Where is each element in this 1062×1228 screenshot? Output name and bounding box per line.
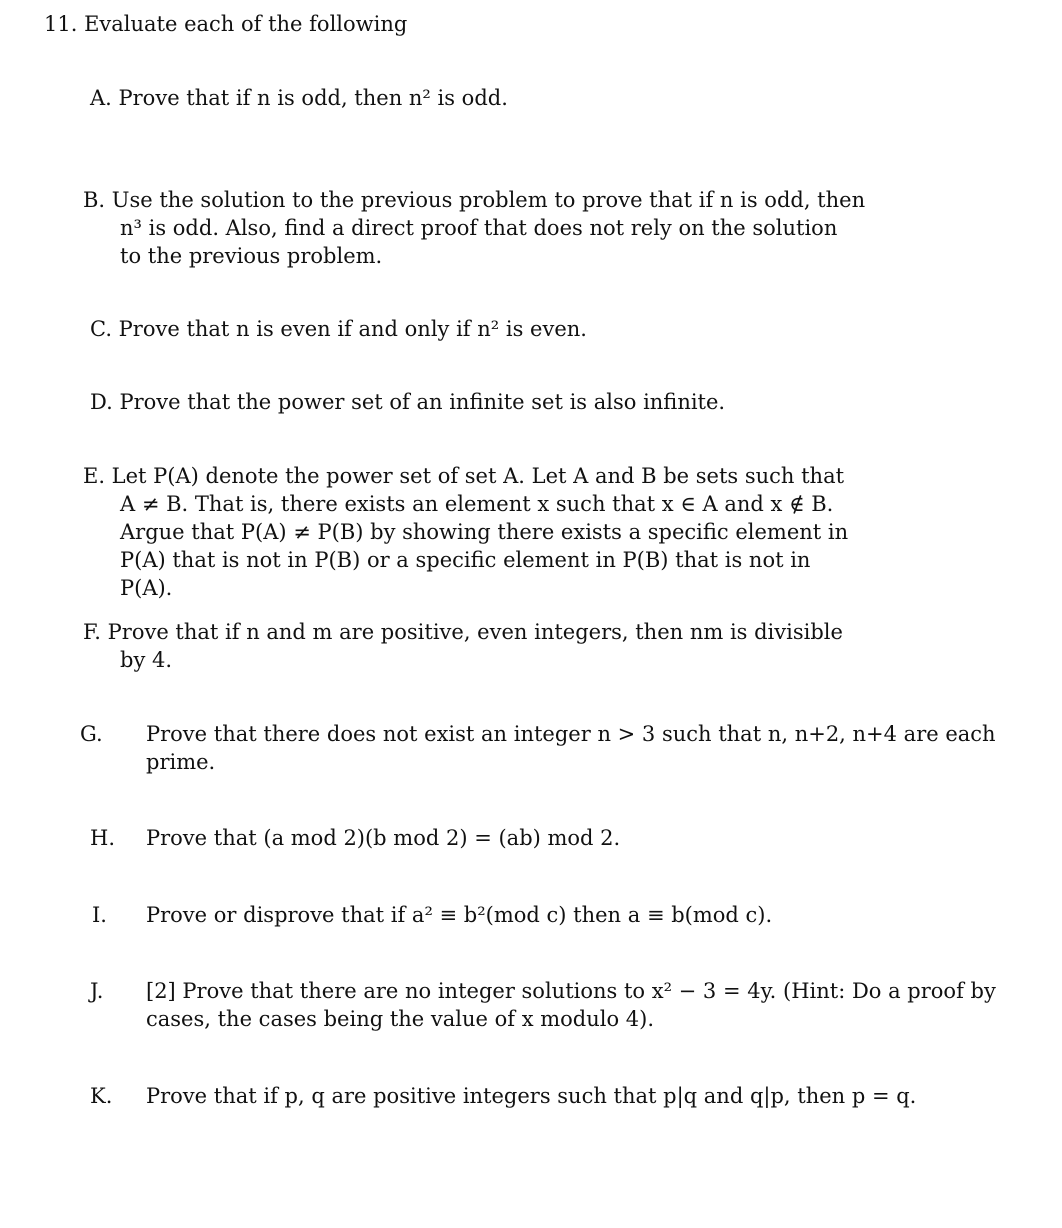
problem-e-line-5: P(A). xyxy=(120,576,173,600)
problem-g-line-2: prime. xyxy=(146,750,216,774)
problem-b xyxy=(83,186,865,270)
problem-c-line-1: C. Prove that n is even if and only if n² is even. xyxy=(90,317,587,341)
problem-h-line-1: Prove that (a mod 2)(b mod 2) = (ab) mod 2. xyxy=(146,826,621,850)
problem-b-line-2: n³ is odd. Also, find a direct proof that does not rely on the solution xyxy=(120,216,838,240)
problem-j-line-2: cases, the cases being the value of x modulo 4). xyxy=(146,1007,655,1031)
problem-h-label: H. xyxy=(90,826,115,850)
problem-b-line-3: to the previous problem. xyxy=(120,244,383,268)
problem-e-line-3: Argue that P(A) ≠ P(B) by showing there exists a specific element in xyxy=(120,520,849,544)
problem-f-line-1: F. Prove that if n and m are positive, even integers, then nm is divisible xyxy=(83,620,843,644)
problem-d xyxy=(90,388,725,416)
problem-f xyxy=(83,618,843,674)
problem-g-line-1: Prove that there does not exist an integer n > 3 such that n, n+2, n+4 are each xyxy=(146,722,996,746)
problem-k-text xyxy=(146,1082,916,1110)
problem-g-label: G. xyxy=(80,722,103,746)
problem-f-line-2: by 4. xyxy=(120,648,173,672)
problem-k-line-1: Prove that if p, q are positive integers such that p|q and q|p, then p = q. xyxy=(146,1084,917,1108)
problem-j-label: J. xyxy=(90,979,104,1003)
problem-e xyxy=(83,462,848,602)
assignment-heading: 11. Evaluate each of the following xyxy=(44,12,408,36)
problem-c xyxy=(90,315,587,343)
problem-i-text xyxy=(146,901,772,929)
problem-e-line-4: P(A) that is not in P(B) or a specific element in P(B) that is not in xyxy=(120,548,811,572)
problem-e-line-2: A ≠ B. That is, there exists an element x such that x ∈ A and x ∉ B. xyxy=(120,492,834,516)
problem-a-line-1: A. Prove that if n is odd, then n² is odd. xyxy=(90,86,508,110)
problem-g-text xyxy=(146,720,996,776)
problem-i-line-1: Prove or disprove that if a² ≡ b²(mod c) then a ≡ b(mod c). xyxy=(146,903,773,927)
problem-i-label: I. xyxy=(92,903,107,927)
problem-k-label: K. xyxy=(90,1084,113,1108)
problem-b-line-1: B. Use the solution to the previous problem to prove that if n is odd, then xyxy=(83,188,866,212)
problem-d-line-1: D. Prove that the power set of an infinite set is also infinite. xyxy=(90,390,726,414)
problem-h-text xyxy=(146,824,620,852)
problem-j-text xyxy=(146,977,996,1033)
problem-e-line-1: E. Let P(A) denote the power set of set A. Let A and B be sets such that xyxy=(83,464,845,488)
problem-j-line-1: [2] Prove that there are no integer solutions to x² − 3 = 4y. (Hint: Do a proof by xyxy=(146,979,996,1003)
problem-a xyxy=(90,84,508,112)
